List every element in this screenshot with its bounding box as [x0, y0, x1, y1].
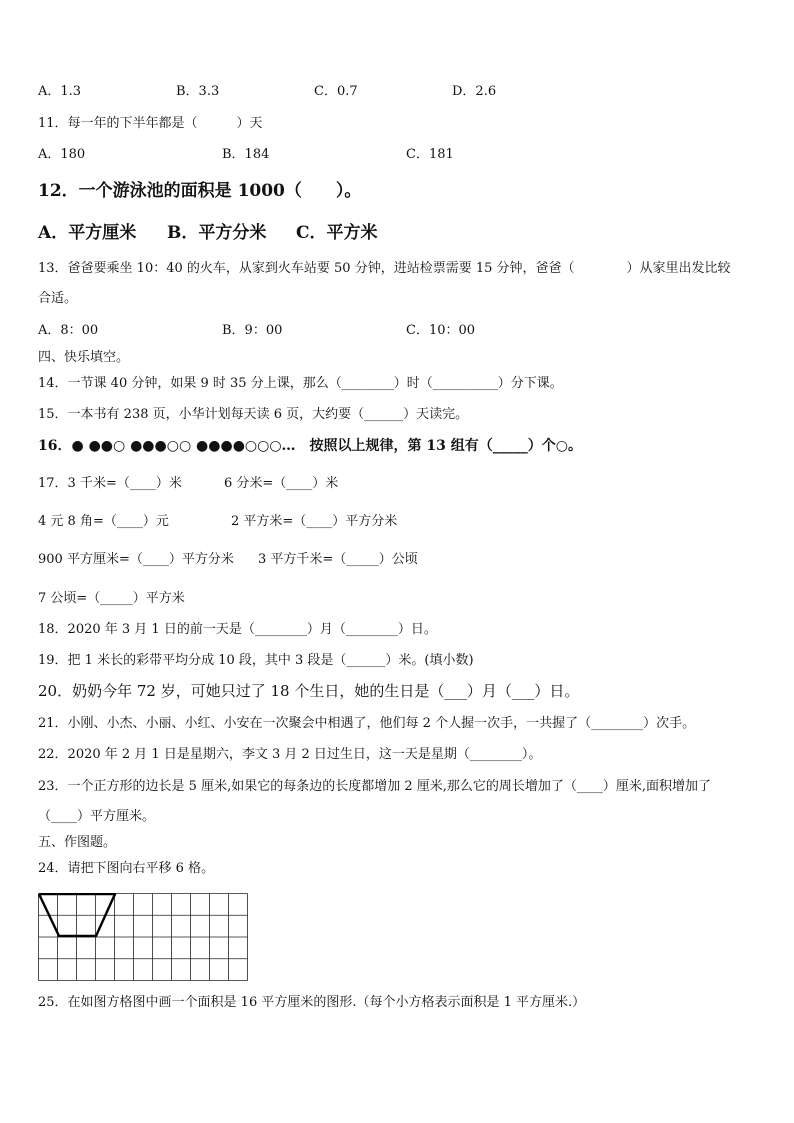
q10-option-d: D．2.6 [452, 84, 497, 99]
q13-line2: 合适。 [38, 291, 78, 306]
q18-text: 18．2020 年 3 月 1 日的前一天是（________）月（________）日。 [38, 622, 437, 637]
q13-option-a: A．8：00 [38, 323, 99, 338]
q16-text: 16．● ●●○ ●●●○○ ●●●●○○○… 按照以上规律，第 13 组有（_____）个○。 [38, 438, 583, 454]
q20-text: 20．奶奶今年 72 岁，可她只过了 18 个生日，她的生日是（___）月（___）日。 [38, 682, 580, 700]
q10-option-b: B．3.3 [176, 84, 220, 99]
q11-option-a: A．180 [38, 147, 86, 162]
q11-text: 11．每一年的下半年都是（ ）天 [38, 116, 263, 131]
section-5-heading: 五、作图题。 [38, 835, 117, 850]
q10-option-c: C．0.7 [314, 84, 358, 99]
q15-text: 15．一本书有 238 页，小华计划每天读 6 页，大约要（______）天读完。 [38, 407, 469, 422]
q12-option-b: B．平方分米 [167, 223, 267, 243]
q21-text: 21．小刚、小杰、小丽、小红、小安在一次聚会中相遇了，他们每 2 个人握一次手，一共握了（________）次手。 [38, 716, 696, 731]
q10-option-a: A．1.3 [38, 84, 82, 99]
q14-text: 14．一节课 40 分钟，如果 9 时 35 分上课，那么（________）时（__________）分下课。 [38, 376, 563, 391]
q17-f: 3 平方千米=（_____）公顷 [258, 552, 418, 567]
q19-text: 19．把 1 米长的彩带平均分成 10 段，其中 3 段是（______）米。(填小数) [38, 653, 474, 668]
q17-e: 900 平方厘米=（____）平方分米 [38, 552, 234, 567]
q11-option-c: C．181 [406, 147, 454, 162]
q22-text: 22．2020 年 2 月 1 日是星期六，李文 3 月 2 日过生日，这一天是星期（________）。 [38, 747, 542, 762]
q12-option-a: A．平方厘米 [38, 223, 137, 243]
q23-line2: （____）平方厘米。 [38, 809, 156, 824]
q17-a: 17．3 千米=（____）米 [38, 476, 182, 491]
q17-b: 6 分米=（____）米 [224, 476, 339, 491]
q17-d: 2 平方米=（____）平方分米 [231, 514, 398, 529]
q13-option-b: B．9：00 [222, 323, 283, 338]
q24-grid-figure [38, 893, 250, 983]
q11-option-b: B．184 [222, 147, 270, 162]
q12-text: 12．一个游泳池的面积是 1000（ ）。 [38, 181, 362, 201]
section-4-heading: 四、快乐填空。 [38, 350, 130, 365]
q17-c: 4 元 8 角=（____）元 [38, 514, 169, 529]
q13-option-c: C．10：00 [406, 323, 476, 338]
q25-text: 25．在如图方格图中画一个面积是 16 平方厘米的图形.（每个小方格表示面积是 1 平方厘米.） [38, 995, 586, 1010]
q17-g: 7 公顷=（_____）平方米 [38, 591, 185, 606]
q12-option-c: C．平方米 [296, 223, 378, 243]
q23-line1: 23．一个正方形的边长是 5 厘米,如果它的每条边的长度都增加 2 厘米,那么它的周长增加了（____）厘米,面积增加了 [38, 779, 712, 794]
q13-line1: 13．爸爸要乘坐 10：40 的火车，从家到火车站要 50 分钟，进站检票需要 15 分钟，爸爸（ ）从家里出发比较 [38, 261, 731, 276]
q24-text: 24．请把下图向右平移 6 格。 [38, 861, 215, 876]
